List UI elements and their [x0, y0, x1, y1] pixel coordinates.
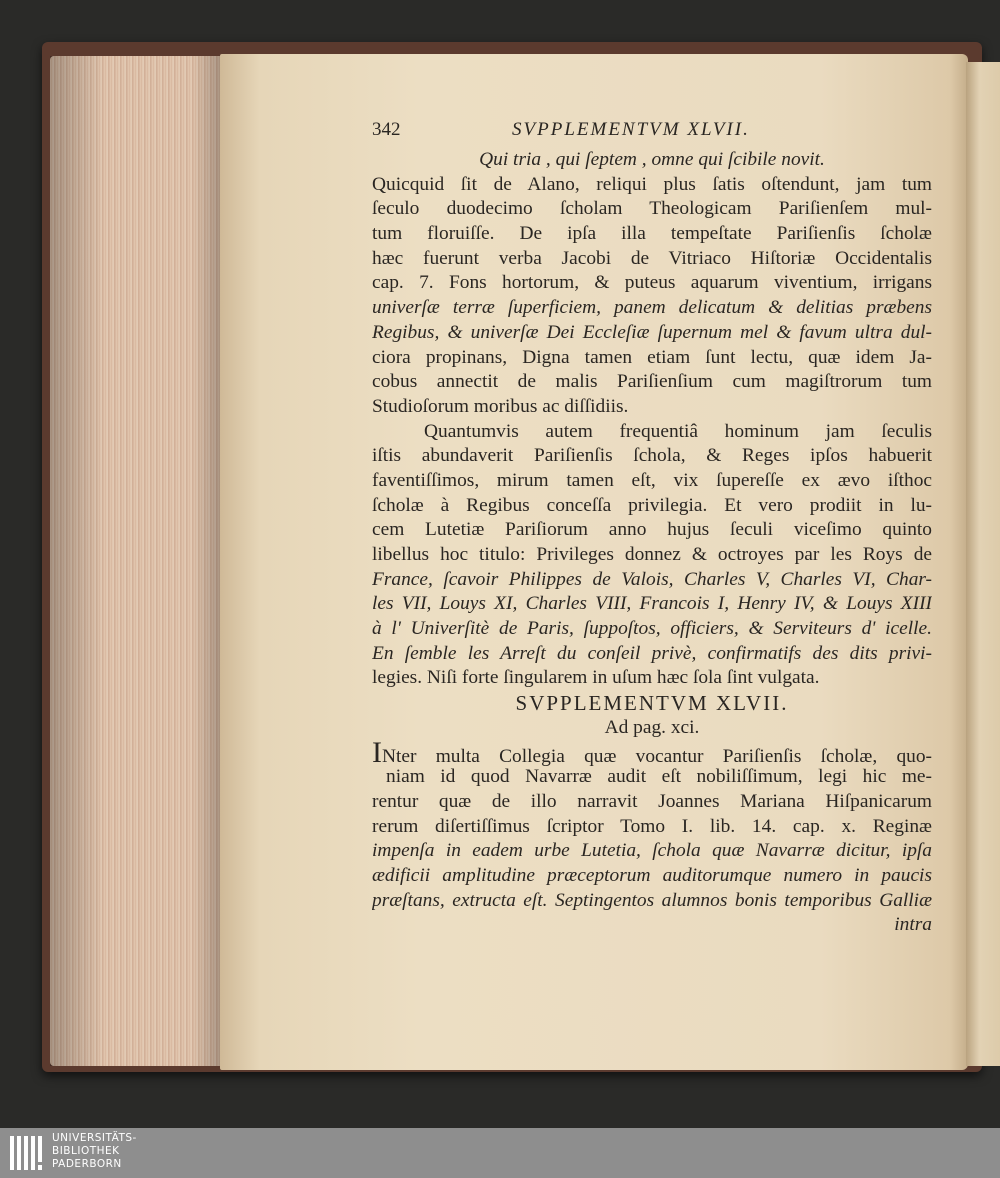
text-line: Studioſorum moribus ac diſſidiis.	[372, 395, 629, 417]
text-line: ædificii amplitudine præceptorum auditorumque numero in paucis	[372, 864, 932, 886]
text-line: impenſa in eadem urbe Lutetia, ſchola quæ Navarræ dicitur, ipſa	[372, 840, 932, 862]
text-line: univerſæ terræ ſuperficiem, panem delicatum & delitias præbens	[372, 297, 932, 319]
text-line: præſtans, extructa eſt. Septingentos alumnos bonis temporibus Galliæ	[372, 889, 932, 911]
text-line: hæc fuerunt verba Jacobi de Vitriaco Hiſtoriæ Occidentalis	[372, 247, 932, 269]
text-line: ciora propinans, Digna tamen etiam ſunt lectu, quæ idem Ja-	[372, 346, 932, 368]
text-line: Regibus, & univerſæ Dei Eccleſiæ ſupernum mel & favum ultra dul-	[372, 321, 932, 343]
text-line: ſcholæ à Regibus conceſſa privilegia. Et vero prodiit in lu-	[372, 494, 932, 516]
text-line: rentur quæ de illo narravit Joannes Mariana Hiſpanicarum	[372, 790, 932, 812]
text-line: legies. Niſi forte ſingularem in uſum hæc ſola ſint vulgata.	[372, 667, 820, 689]
text-line: faventiſſimos, mirum tamen eſt, vix ſupereſſe ex ævo iſthoc	[372, 469, 932, 491]
running-head: SVPPLEMENTVM XLVII.	[512, 119, 750, 140]
text-line: cobus annectit de malis Pariſienſium cum magiſtrorum tum	[372, 371, 932, 393]
text-line: tum floruiſſe. De ipſa illa tempeſtate Pariſienſis ſcholæ	[372, 223, 932, 245]
text-line: Quicquid ſit de Alano, reliqui plus ſatis oſtendunt, jam tum	[372, 173, 932, 195]
text-line: SVPPLEMENTVM XLVII.	[515, 691, 789, 716]
page-text	[372, 118, 932, 938]
drop-line-text: Nter multa Collegia quæ vocantur Pariſienſis ſcholæ, quo-	[382, 745, 932, 767]
library-name-line-1: UNIVERSITÄTS-	[52, 1132, 137, 1144]
text-line: à l' Univerſitè de Paris, ſuppoſtos, officiers, & Serviteurs d' icelle.	[372, 618, 932, 640]
text-line: niam id quod Navarræ audit eſt nobiliſſimum, legi hic me-	[386, 766, 932, 788]
text-line: Quantumvis autem frequentiâ hominum jam ſeculis	[424, 420, 932, 442]
page-edge-right	[966, 62, 1000, 1066]
text-line: ſeculo duodecimo ſcholam Theologicam Pariſienſem mul-	[372, 198, 932, 220]
library-name	[52, 1132, 137, 1171]
page-edges-left	[50, 56, 228, 1066]
library-name-line-2: BIBLIOTHEK	[52, 1145, 120, 1157]
text-line: iſtis abundaverit Pariſienſis ſchola, & Reges ipſos habuerit	[372, 445, 932, 467]
library-name-line-3: PADERBORN	[52, 1158, 122, 1170]
text-line	[372, 735, 932, 769]
text-line: intra	[894, 914, 932, 936]
text-line: Qui tria , qui ſeptem , omne qui ſcibile novit.	[479, 149, 825, 170]
page-number: 342	[372, 119, 401, 140]
text-line: France, ſcavoir Philippes de Valois, Charles V, Charles VI, Char-	[372, 568, 932, 590]
text-line: les VII, Louys XI, Charles VIII, Francois I, Henry IV, & Louys XIII	[372, 593, 932, 615]
library-logo-icon	[8, 1132, 48, 1174]
body-lines	[372, 148, 932, 938]
drop-cap: I	[372, 735, 382, 769]
text-line: Ad pag. xci.	[604, 716, 700, 738]
page-header	[372, 118, 932, 148]
library-footer	[0, 1128, 1000, 1178]
text-line: En ſemble les Arreſt du conſeil privè, confirmatifs des dits privi-	[372, 642, 932, 664]
text-line: cap. 7. Fons hortorum, & puteus aquarum viventium, irrigans	[372, 272, 932, 294]
text-line: libellus hoc titulo: Privileges donnez & octroyes par les Roys de	[372, 544, 932, 565]
text-line: rerum diſertiſſimus ſcriptor Tomo I. lib. 14. cap. x. Reginæ	[372, 815, 932, 837]
text-line: cem Lutetiæ Pariſiorum anno hujus ſeculi viceſimo quinto	[372, 519, 932, 541]
